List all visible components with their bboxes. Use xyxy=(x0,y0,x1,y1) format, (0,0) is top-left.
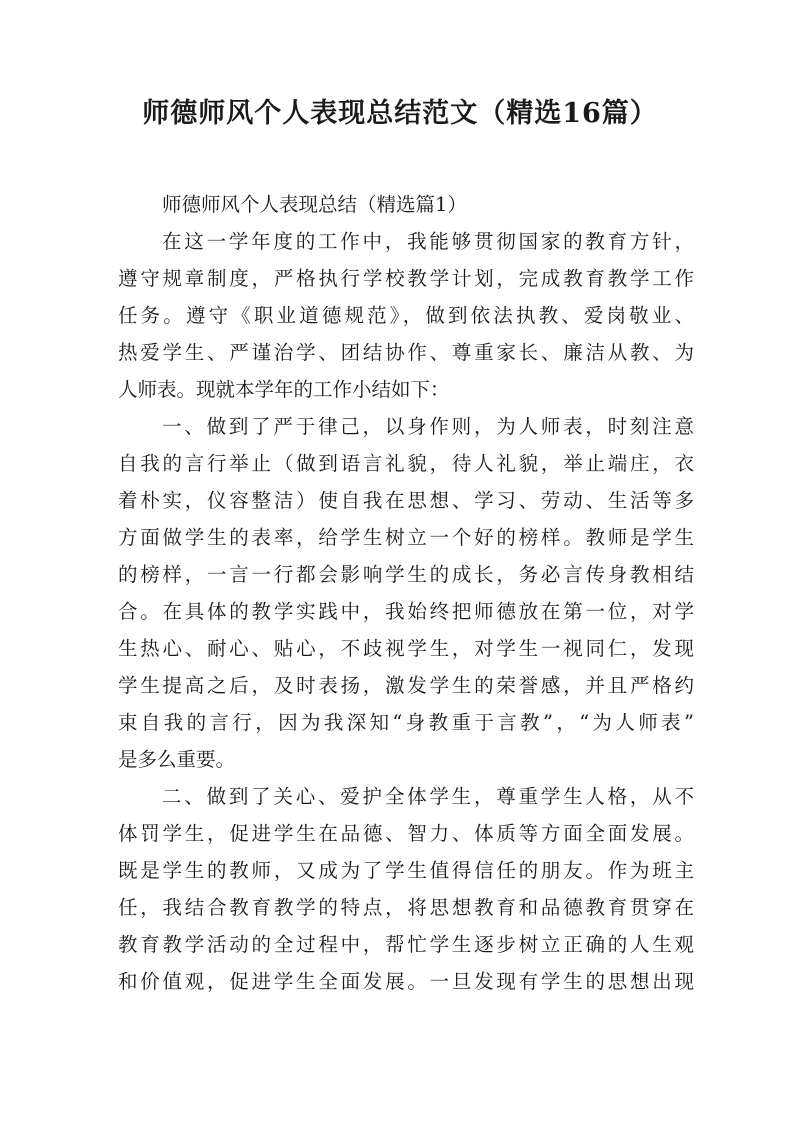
text-line: 一、做到了严于律己，以身作则，为人师表，时刻注意 xyxy=(162,415,694,438)
text-line: 二、做到了关心、爱护全体学生，尊重学生人格，从不 xyxy=(162,785,694,808)
document-body xyxy=(118,186,694,1000)
document-title: 师德师风个人表现总结范文（精选16篇） xyxy=(142,98,658,129)
paragraph xyxy=(118,223,694,408)
text-line: 遵守规章制度，严格执行学校教学计划，完成教育教学工作 xyxy=(118,267,694,290)
text-line: 是多么重要。 xyxy=(118,748,236,771)
paragraph xyxy=(118,778,694,1000)
text-line: 在这一学年度的工作中，我能够贯彻国家的教育方针， xyxy=(162,230,694,253)
text-line: 任务。遵守《职业道德规范》，做到依法执教、爱岗敬业、 xyxy=(118,304,694,327)
text-line: 合。在具体的教学实践中，我始终把师德放在第一位，对学 xyxy=(118,600,694,623)
text-line: 着朴实，仪容整洁）使自我在思想、学习、劳动、生活等多 xyxy=(118,489,694,512)
text-line: 学生提高之后，及时表扬，激发学生的荣誉感，并且严格约 xyxy=(118,674,694,697)
text-line: 教育教学活动的全过程中，帮忙学生逐步树立正确的人生观 xyxy=(118,933,694,956)
text-line: 任，我结合教育教学的特点，将思想教育和品德教育贯穿在 xyxy=(118,896,694,919)
paragraph xyxy=(118,408,694,778)
text-line: 热爱学生、严谨治学、团结协作、尊重家长、廉洁从教、为 xyxy=(118,341,694,364)
text-line: 人师表。现就本学年的工作小结如下： xyxy=(118,378,450,401)
text-line: 体罚学生，促进学生在品德、智力、体质等方面全面发展。 xyxy=(118,822,694,845)
text-line: 束自我的言行，因为我深知“身教重于言教”，“为人师表” xyxy=(118,711,694,734)
text-line: 方面做学生的表率，给学生树立一个好的榜样。教师是学生 xyxy=(118,526,694,549)
text-line: 的榜样，一言一行都会影响学生的成长，务必言传身教相结 xyxy=(118,563,694,586)
section-heading: 师德师风个人表现总结（精选篇1） xyxy=(162,193,467,216)
text-line: 生热心、耐心、贴心，不歧视学生，对学生一视同仁，发现 xyxy=(118,637,694,660)
text-line: 自我的言行举止（做到语言礼貌，待人礼貌，举止端庄，衣 xyxy=(118,452,694,475)
text-line: 和价值观，促进学生全面发展。一旦发现有学生的思想出现 xyxy=(118,970,694,993)
text-line: 既是学生的教师，又成为了学生值得信任的朋友。作为班主 xyxy=(118,859,694,882)
